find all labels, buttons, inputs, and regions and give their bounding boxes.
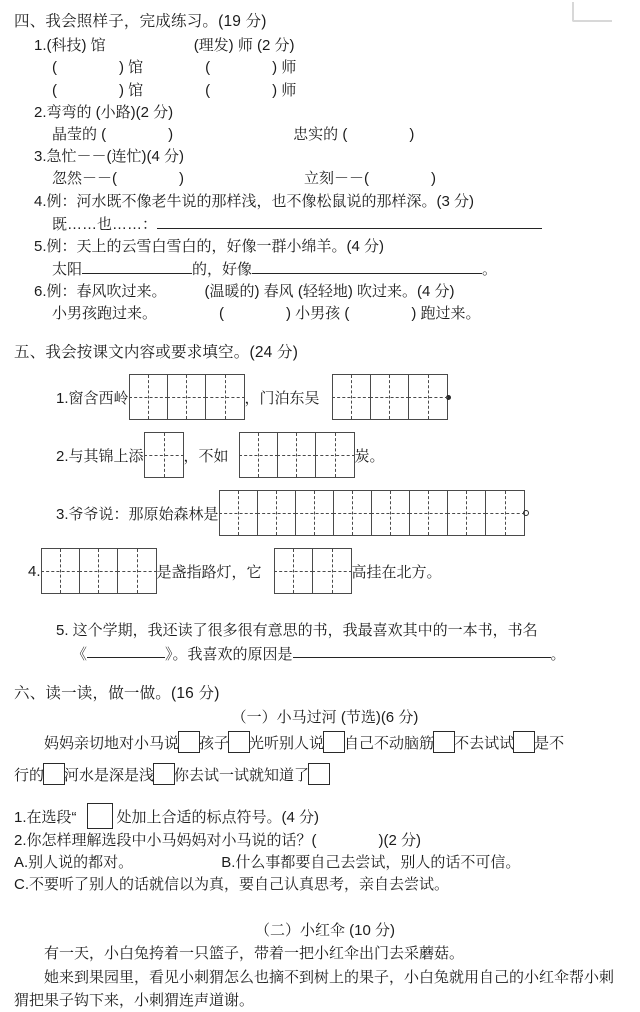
s5-q2-mid: ，不如 [183,447,229,465]
section4-q2-answer-row [14,124,626,146]
section4-q6-answer-row [14,303,626,325]
q3-left-close: ) [179,170,184,188]
section4-q1-blank-row-1 [14,57,626,79]
section6-option-row-ab[interactable] [14,852,626,874]
punctuation-box[interactable] [178,731,200,753]
s5-q1-label: 1.窗含西岭 [56,389,129,407]
grid-cell[interactable] [220,491,258,535]
passage2-paragraph-2: 她来到果园里，看见小刺猬怎么也摘不到树上的果子，小白兔就用自己的小红伞帮小刺猬把果子钩下来，小刺猬连声道谢。 [14,968,615,1009]
q1-text-b: 处加上合适的标点符号。(4 分) [116,809,320,827]
option-a[interactable]: A.别人说的都对。 [14,853,134,871]
q5-blank-2[interactable] [252,258,482,274]
s5-q4-tail: 高挂在北方。 [351,563,442,581]
punctuation-box[interactable] [43,763,65,785]
section4-q3-answer-row [14,168,626,190]
q4-answer-prefix: 既……也……： [52,215,158,233]
grid-cell[interactable] [80,549,118,593]
section5-q5-line1: 5. 这个学期，我还读了很多很有意思的书，我最喜欢其中的一本书，书名 [56,622,538,640]
q5-answer-b: 的，好像 [192,260,253,278]
q2-right-close: ) [409,126,415,143]
grid-cell[interactable] [130,375,168,419]
grid-cell[interactable] [334,491,372,535]
s5-q4-grid-a[interactable] [41,548,157,594]
grid-cell[interactable] [371,375,409,419]
section4-q5-answer-row [14,258,626,281]
q6-prompt-a: 6.例：春风吹过来。 [34,282,167,300]
punctuation-box[interactable] [513,731,535,753]
grid-cell[interactable] [118,549,156,593]
section5-q5-line2 [14,643,626,666]
passage1-line-2 [14,763,626,787]
s5-q4-mid: 是盏指路灯，它 [156,563,262,581]
grid-cell[interactable] [145,433,183,477]
grid-cell[interactable] [333,375,371,419]
s5-q1-grid-b[interactable] [332,374,448,420]
section6-question-1 [14,803,626,829]
q1-r2-left-open: ( [52,81,57,99]
grid-cell[interactable] [316,433,354,477]
q2-paren-close: )(2 分) [378,831,422,849]
s5-q5-open-bracket: 《 [72,645,88,663]
q1-example-left: (科技) 馆 [46,37,106,55]
s5-q5-book-title-blank[interactable] [87,643,165,659]
p1b-seg-1: 行的 [14,767,45,785]
q3-right-close: ) [431,170,436,188]
section5-q2-row [14,432,626,478]
grid-cell[interactable] [448,491,486,535]
section4-q1-blank-row-2 [14,80,626,102]
p1b-seg-2: 河水是深是浅 [64,767,155,785]
s5-q1-grid-a[interactable] [129,374,245,420]
q1-r2-right-close: ) 师 [272,81,297,99]
q6-prompt-b: (温暖的) 春风 (轻轻地) 吹过来。(4 分) [204,282,455,300]
scan-corner-mark [572,2,612,22]
q2-text: 2.你怎样理解选段中小马妈妈对小马说的话？( [14,831,317,849]
passage2-paragraph-1: 有一天，小白兔挎着一只篮子，带着一把小红伞出门去采蘑菇。 [44,945,465,963]
q2-left-close: ) [168,126,174,143]
p1-seg-4: 自己不动脑筋 [344,735,435,752]
passage1-title: （一）小马过河 (节选)(6 分) [231,708,419,726]
section4-q4-answer-row [14,213,626,236]
punctuation-box[interactable] [153,763,175,785]
q5-answer-end: 。 [482,260,498,278]
s5-q4-grid-b[interactable] [274,548,352,594]
passage2-title: （二）小红伞 (10 分) [254,922,395,940]
s5-q2-label: 2.与其锦上添 [56,447,144,465]
q1-r1-left-close: ) 馆 [119,59,144,77]
section5-q1-row [14,374,626,420]
section-4-heading: 四、我会照样子，完成练习。(19 分) [14,13,267,30]
s5-q5-close-bracket: 》。我喜欢的原因是 [165,645,293,663]
p1-seg-2: 孩子 [199,735,230,752]
q6-mid: ) 小男孩 ( [286,305,350,322]
q1-number: 1. [34,37,47,55]
q1-r2-left-close: ) 馆 [119,81,144,99]
q2-right: 忠实的 ( [293,126,348,143]
section4-q6-prompt [14,281,626,303]
q2-left: 晶莹的 ( [52,126,107,143]
section5-q4-row [14,548,626,594]
grid-cell[interactable] [313,549,351,593]
q1-r1-right-open: ( [205,59,211,77]
q1-r2-right-open: ( [205,81,211,99]
section6-question-2 [14,830,626,852]
grid-cell[interactable] [486,491,524,535]
q1-text-a: 1.在选段“ [14,809,77,827]
option-b[interactable]: B.什么事都要自己去尝试，别人的话不可信。 [221,853,521,871]
s5-q2-grid-b[interactable] [239,432,355,478]
s5-q3-grid[interactable] [219,490,525,536]
q4-answer-blank[interactable] [157,213,542,229]
grid-cell[interactable] [410,491,448,535]
punctuation-box[interactable] [308,763,330,785]
section4-q5-prompt: 5.例：天上的云雪白雪白的，好像一群小绵羊。(4 分) [34,237,385,255]
q5-answer-a: 太阳 [52,260,83,278]
punctuation-box[interactable] [228,731,250,753]
passage1-line-1 [14,731,626,755]
q5-blank-1[interactable] [82,258,192,274]
s5-q2-grid-a[interactable] [144,432,184,478]
s5-q1-mid: ，门泊东吴 [244,389,320,407]
grid-cell[interactable] [240,433,278,477]
q3-left: 忽然－－( [52,170,117,188]
punctuation-box[interactable] [323,731,345,753]
punctuation-box[interactable] [433,731,455,753]
q1-r1-left-open: ( [52,59,57,77]
option-c[interactable]: C.不要听了别人的话就信以为真，要自己认真思考，亲自去尝试。 [14,875,450,893]
q1-r1-right-close: ) 师 [272,59,297,77]
section4-q4-prompt: 4.例：河水既不像老牛说的那样浅，也不像松鼠说的那样深。(3 分) [34,192,475,210]
grid-cell[interactable] [258,491,296,535]
section4-q1-example-row [14,35,626,57]
grid-cell[interactable] [168,375,206,419]
p1b-seg-3: 你去试一试就知道了 [174,767,310,785]
p1-seg-3: 光听别人说 [249,735,325,752]
q3-right: 立刻－－( [304,170,369,188]
p1-seg-5: 不去试试 [454,735,515,752]
grid-cell[interactable] [409,375,447,419]
s5-q3-label: 3.爷爷说：那原始森林是 [56,505,219,523]
grid-cell[interactable] [275,549,313,593]
p1-seg-1: 妈妈亲切地对小马说 [44,735,180,752]
s5-q5-end: 。 [550,645,566,663]
section5-q3-row [14,490,626,536]
grid-cell[interactable] [42,549,80,593]
section4-q2-prompt: 2.弯弯的 (小路)(2 分) [34,103,174,121]
section4-q3-prompt: 3.急忙－－(连忙)(4 分) [34,148,185,166]
q6-open-paren: ( [219,305,225,322]
grid-cell[interactable] [372,491,410,535]
grid-cell[interactable] [296,491,334,535]
q6-answer-a: 小男孩跑过来。 [52,305,158,322]
section-5-heading: 五、我会按课文内容或要求填空。(24 分) [14,344,299,362]
q1-example-right: (理发) 师 (2 分) [193,37,295,55]
section-6-heading: 六、读一读，做一做。(16 分) [14,684,220,702]
grid-cell[interactable] [206,375,244,419]
s5-q4-label: 4. [28,562,41,580]
q6-end: ) 跑过来。 [411,305,481,322]
s5-q5-reason-blank[interactable] [293,643,551,659]
grid-cell[interactable] [278,433,316,477]
p1-seg-6: 是不 [534,735,565,752]
punctuation-box[interactable] [87,803,113,829]
s5-q2-tail: 炭。 [354,447,385,465]
